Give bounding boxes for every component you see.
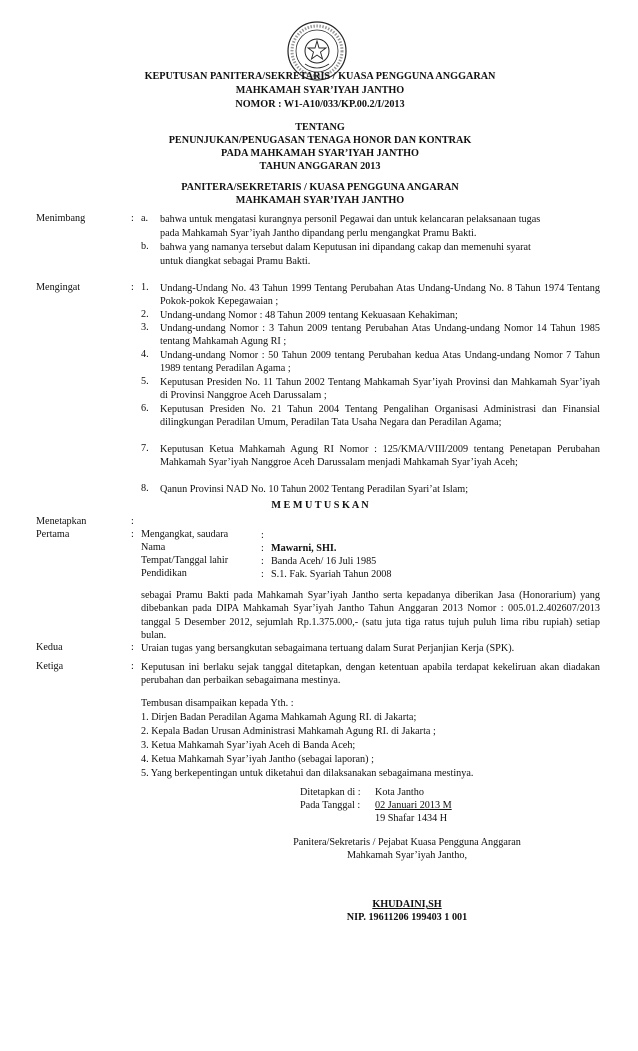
field-birth-value: Banda Aceh/ 16 Juli 1985 <box>271 556 377 567</box>
mengingat-num-7: 7. <box>141 443 149 454</box>
issuer-line-1: PANITERA/SEKRETARIS / KUASA PENGGUNA ANGARAN <box>181 182 459 193</box>
signatory-institution: Mahkamah Syar’iyah Jantho, <box>346 850 468 861</box>
signatory-name: KHUDAINI,SH <box>372 899 442 910</box>
field-birth-colon: : <box>261 556 264 567</box>
mengingat-label: Mengingat <box>36 282 81 293</box>
field-nama-value: Mawarni, SHI. <box>271 543 337 554</box>
memutuskan-heading: M E M U T U S K A N <box>271 500 369 511</box>
menimbang-b-line2: untuk diangkat sebagai Pramu Bakti. <box>160 256 311 267</box>
mengingat-item-5: Keputusan Presiden No. 11 Tahun 2002 Tentang Mahkamah Syar’iyah Provinsi dan Mahkamah Syar’iyah di Provinsi Nanggroe Aceh Darussalam ; <box>160 377 600 402</box>
field-education-colon: : <box>261 569 264 580</box>
subject-line-1: PENUNJUKAN/PENUGASAN TENAGA HONOR DAN KONTRAK <box>168 135 472 146</box>
menimbang-b-line1: bahwa yang namanya tersebut dalam Keputusan ini dipandang cakap dan memenuhi syarat <box>160 242 531 253</box>
subject-line-3: TAHUN ANGGARAN 2013 <box>259 161 381 172</box>
mengingat-num-2: 2. <box>141 309 149 320</box>
mengingat-item-4: Undang-undang Nomor : 50 Tahun 2009 tentang Perubahan kedua Atas Undang-undang Nomor 7 Tahun 1989 tentang Peradilan Agama ; <box>160 350 600 375</box>
pertama-paragraph: sebagai Pramu Bakti pada Mahkamah Syar’iyah Jantho serta kepadanya diberikan Jasa (Honorarium) yang dibebankan pada DIPA Mahkamah Syar’iyah Jantho Tahun Anggaran 2013 Nomor : 005.01.2.402607/2013 tanggal 5 Desember 2012, sejumlah Rp.1.375.000,- (satu juta tiga ratus tujuh puluh lima ribu rupiah) setiap bulan. <box>141 590 600 642</box>
field-birth-label: Tempat/Tanggal lahir <box>141 555 229 566</box>
signatory-position: Panitera/Sekretaris / Pejabat Kuasa Pengguna Anggaran <box>293 837 521 848</box>
tembusan-item-2: 2. Kepala Badan Urusan Administrasi Mahkamah Agung RI. di Jakarta ; <box>141 726 436 737</box>
tanggal-value: 02 Januari 2013 M <box>375 800 452 811</box>
field-nama-label: Nama <box>141 542 166 553</box>
mengingat-num-6: 6. <box>141 403 149 414</box>
mengingat-item-3: Undang-undang Nomor : 3 Tahun 2009 tentang Perubahan Atas Undang-undang Nomor 14 Tahun 1985 tentang Mahkamah Agung RI ; <box>160 323 600 348</box>
mengingat-item-2: Undang-undang Nomor : 48 Tahun 2009 tentang Kekuasaan Kehakiman; <box>160 310 458 321</box>
decree-title: KEPUTUSAN PANITERA/SEKRETARIS / KUASA PENGGUNA ANGGARAN <box>144 71 496 82</box>
subject-line-2: PADA MAHKAMAH SYAR’IYAH JANTHO <box>220 148 419 159</box>
tembusan-item-5: 5. Yang berkepentingan untuk diketahui dan dilaksanakan sebagaimana mestinya. <box>141 768 474 779</box>
field-education-label: Pendidikan <box>141 568 187 579</box>
tembusan-item-3: 3. Ketua Mahkamah Syar’iyah Aceh di Banda Aceh; <box>141 740 356 751</box>
issuer-line-2: MAHKAMAH SYAR’IYAH JANTHO <box>235 195 405 206</box>
pertama-intro-colon: : <box>261 530 264 541</box>
menetapkan-label: Menetapkan <box>36 516 87 527</box>
field-education-value: S.1. Fak. Syariah Tahun 2008 <box>271 569 392 580</box>
field-nama-colon: : <box>261 543 264 554</box>
pertama-label: Pertama <box>36 529 70 540</box>
mengingat-item-7: Keputusan Ketua Mahkamah Agung RI Nomor : 125/KMA/VIII/2009 tentang Penetapan Perubahan Mahkamah Syar’iyah Nanggroe Aceh Darussalam menjadi Mahkamah Syar’iyah Aceh; <box>160 444 600 469</box>
menetapkan-colon: : <box>131 516 134 527</box>
ditetapkan-label: Ditetapkan di : <box>300 787 361 798</box>
mengingat-item-1: Undang-Undang No. 43 Tahun 1999 Tentang Perubahan Atas Undang-Undang No. 8 Tahun 1974 Tentang Pokok-pokok Kepegawaian ; <box>160 283 600 308</box>
pertama-intro: Mengangkat, saudara <box>141 529 229 540</box>
mengingat-item-8: Qanun Provinsi NAD No. 10 Tahun 2002 Tentang Peradilan Syari’at Islam; <box>160 484 469 495</box>
kedua-colon: : <box>131 642 134 653</box>
mengingat-item-6: Keputusan Presiden No. 21 Tahun 2004 Tentang Pengalihan Organisasi Administrasi dan Finansial dilingkungan Peradilan Umum, Peradilan Tata Usaha Negara dan Peradilan Agama; <box>160 404 600 429</box>
tentang-label: TENTANG <box>295 122 345 133</box>
court-name: MAHKAMAH SYAR’IYAH JANTHO <box>235 85 405 96</box>
ketiga-colon: : <box>131 661 134 672</box>
menimbang-a-line2: pada Mahkamah Syar’iyah Jantho dipandang perlu mengangkat Pramu Bakti. <box>160 228 477 239</box>
menimbang-b-num: b. <box>141 241 149 252</box>
hijri-date: 19 Shafar 1434 H <box>375 813 448 824</box>
tembusan-item-4: 4. Ketua Mahkamah Syar’iyah Jantho (sebagai laporan) ; <box>141 754 374 765</box>
signatory-nip: NIP. 19611206 199403 1 001 <box>346 912 468 923</box>
mengingat-num-4: 4. <box>141 349 149 360</box>
mengingat-num-5: 5. <box>141 376 149 387</box>
decree-number: NOMOR : W1-A10/033/KP.00.2/I/2013 <box>235 99 405 110</box>
menimbang-a-line1: bahwa untuk mengatasi kurangnya personil Pegawai dan untuk kelancaran pelaksanaan tugas <box>160 214 541 225</box>
ketiga-text: Keputusan ini berlaku sejak tanggal ditetapkan, dengan ketentuan apabila terdapat kekeliruan akan diadakan perubahan dan perbaikan sebagaimana mestinya. <box>141 662 600 687</box>
kedua-text: Uraian tugas yang bersangkutan sebagaimana tertuang dalam Surat Perjanjian Kerja (SPK). <box>141 643 515 654</box>
mengingat-colon: : <box>131 282 134 293</box>
tembusan-item-1: 1. Dirjen Badan Peradilan Agama Mahkamah Agung RI. di Jakarta; <box>141 712 417 723</box>
tanggal-label: Pada Tanggal : <box>300 800 361 811</box>
pertama-colon: : <box>131 529 134 540</box>
mengingat-num-8: 8. <box>141 483 149 494</box>
mengingat-num-3: 3. <box>141 322 149 333</box>
menimbang-a-num: a. <box>141 213 149 224</box>
menimbang-colon: : <box>131 213 134 224</box>
kedua-label: Kedua <box>36 642 63 653</box>
ketiga-label: Ketiga <box>36 661 64 672</box>
tembusan-title: Tembusan disampaikan kepada Yth. : <box>141 698 294 709</box>
mengingat-num-1: 1. <box>141 282 149 293</box>
menimbang-label: Menimbang <box>36 213 86 224</box>
ditetapkan-value: Kota Jantho <box>375 787 424 798</box>
